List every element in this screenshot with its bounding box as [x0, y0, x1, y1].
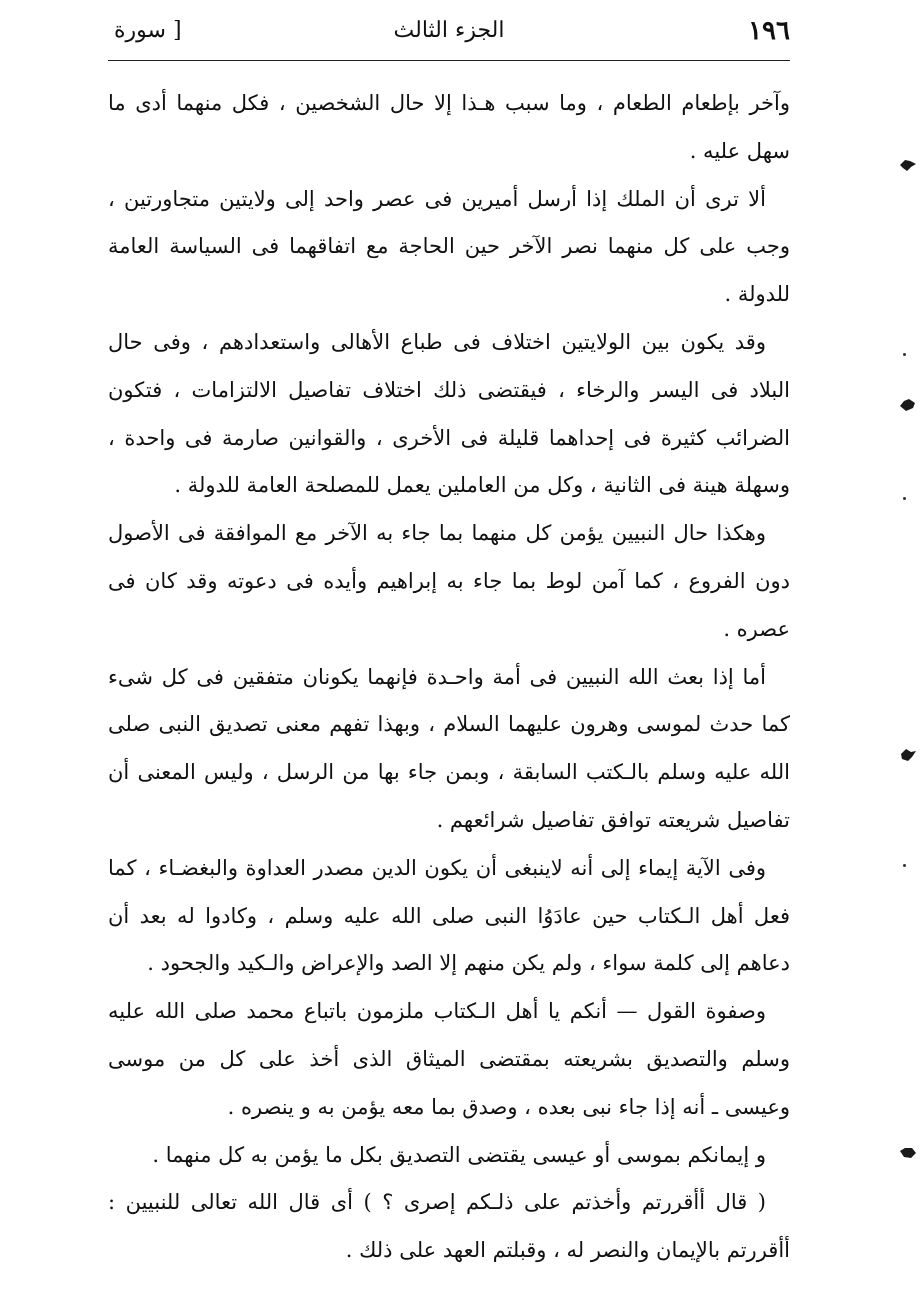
page-number: ١٩٦: [748, 16, 790, 46]
part-title: الجزء الثالث: [393, 18, 505, 43]
scan-mark-icon: [899, 158, 917, 172]
paragraph-8: و إيمانكم بموسى أو عيسى يقتضى التصديق بكل ما يؤمن به كل منهما .: [152, 1142, 766, 1167]
scan-dot-icon: [903, 353, 906, 356]
page-header: [108, 14, 790, 56]
paragraph-9: ( قال أأقررتم وأخذتم على ذلـكم إصرى ؟ ) أى قال الله تعالى للنبيين : أأقررتم بالإيمان والنصر له ، وقبلتم العهد على ذلك .: [108, 1190, 790, 1263]
paragraph-2: ألا ترى أن الملك إذا أرسل أميرين فى عصر واحد إلى ولايتين متجاورتين ، وجب على كل منهما نصر الآخر حين الحاجة مع اتفاقهما فى السياسة العامة للدولة .: [108, 186, 790, 307]
scan-mark-icon: [899, 748, 917, 762]
paragraph-7: وصفوة القول — أنكم يا أهل الـكتاب ملزمون باتباع محمد صلى الله عليه وسلم والتصديق بشريعته بمقتضى الميثاق الذى أخذ على كل من موسى وعيسى ـ أنه إذا جاء نبى بعده ، وصدق بما معه يؤمن به و ينصره .: [108, 999, 790, 1119]
surah-label: [ سورة: [114, 18, 182, 43]
body-text: [108, 80, 790, 1275]
paragraph-4: وهكذا حال النبيين يؤمن كل منهما بما جاء به الآخر مع الموافقة فى الأصول دون الفروع ، كما آمن لوط بما جاء به إبراهيم وأيده فى دعوته وقد كان فى عصره .: [108, 521, 790, 641]
scan-dot-icon: [903, 864, 906, 867]
paragraph-6: وفى الآية إيماء إلى أنه لاينبغى أن يكون الدين مصدر العداوة والبغضـاء ، كما فعل أهل الـكتاب حين عادَوُا النبى صلى الله عليه وسلم ، وكادوا له بعد أن دعاهم إلى كلمة سواء ، ولم يكن منهم إلا الصد والإعراض والـكيد والجحود .: [108, 855, 790, 976]
scan-mark-icon: [899, 398, 917, 412]
header-divider: [108, 60, 790, 61]
paragraph-5: أما إذا بعث الله النبيين فى أمة واحـدة فإنهما يكونان متفقين فى كل شىء كما حدث لموسى وهرون عليهما السلام ، وبهذا تفهم معنى تصديق النبى صلى الله عليه وسلم بالـكتب السابقة ، وبمن جاء بها من الرسل ، وليس المعنى أن تفاصيل شريعته توافق تفاصيل شرائعهم .: [108, 664, 790, 832]
paragraph-1: وآخر بإطعام الطعام ، وما سبب هـذا إلا حال الشخصين ، فكل منهما أدى ما سهل عليه .: [108, 91, 790, 163]
paragraph-3: وقد يكون بين الولايتين اختلاف فى طباع الأهالى واستعدادهم ، وفى حال البلاد فى اليسر والرخاء ، فيقتضى ذلك اختلاف تفاصيل الالتزامات ، فتكون الضرائب كثيرة فى إحداهما قليلة فى الأخرى ، والقوانين صارمة فى واحدة ، وسهلة هينة فى الثانية ، وكل من العاملين يعمل للمصلحة العامة للدولة .: [108, 329, 790, 498]
scan-mark-icon: [899, 1146, 917, 1160]
scan-dot-icon: [903, 497, 906, 500]
